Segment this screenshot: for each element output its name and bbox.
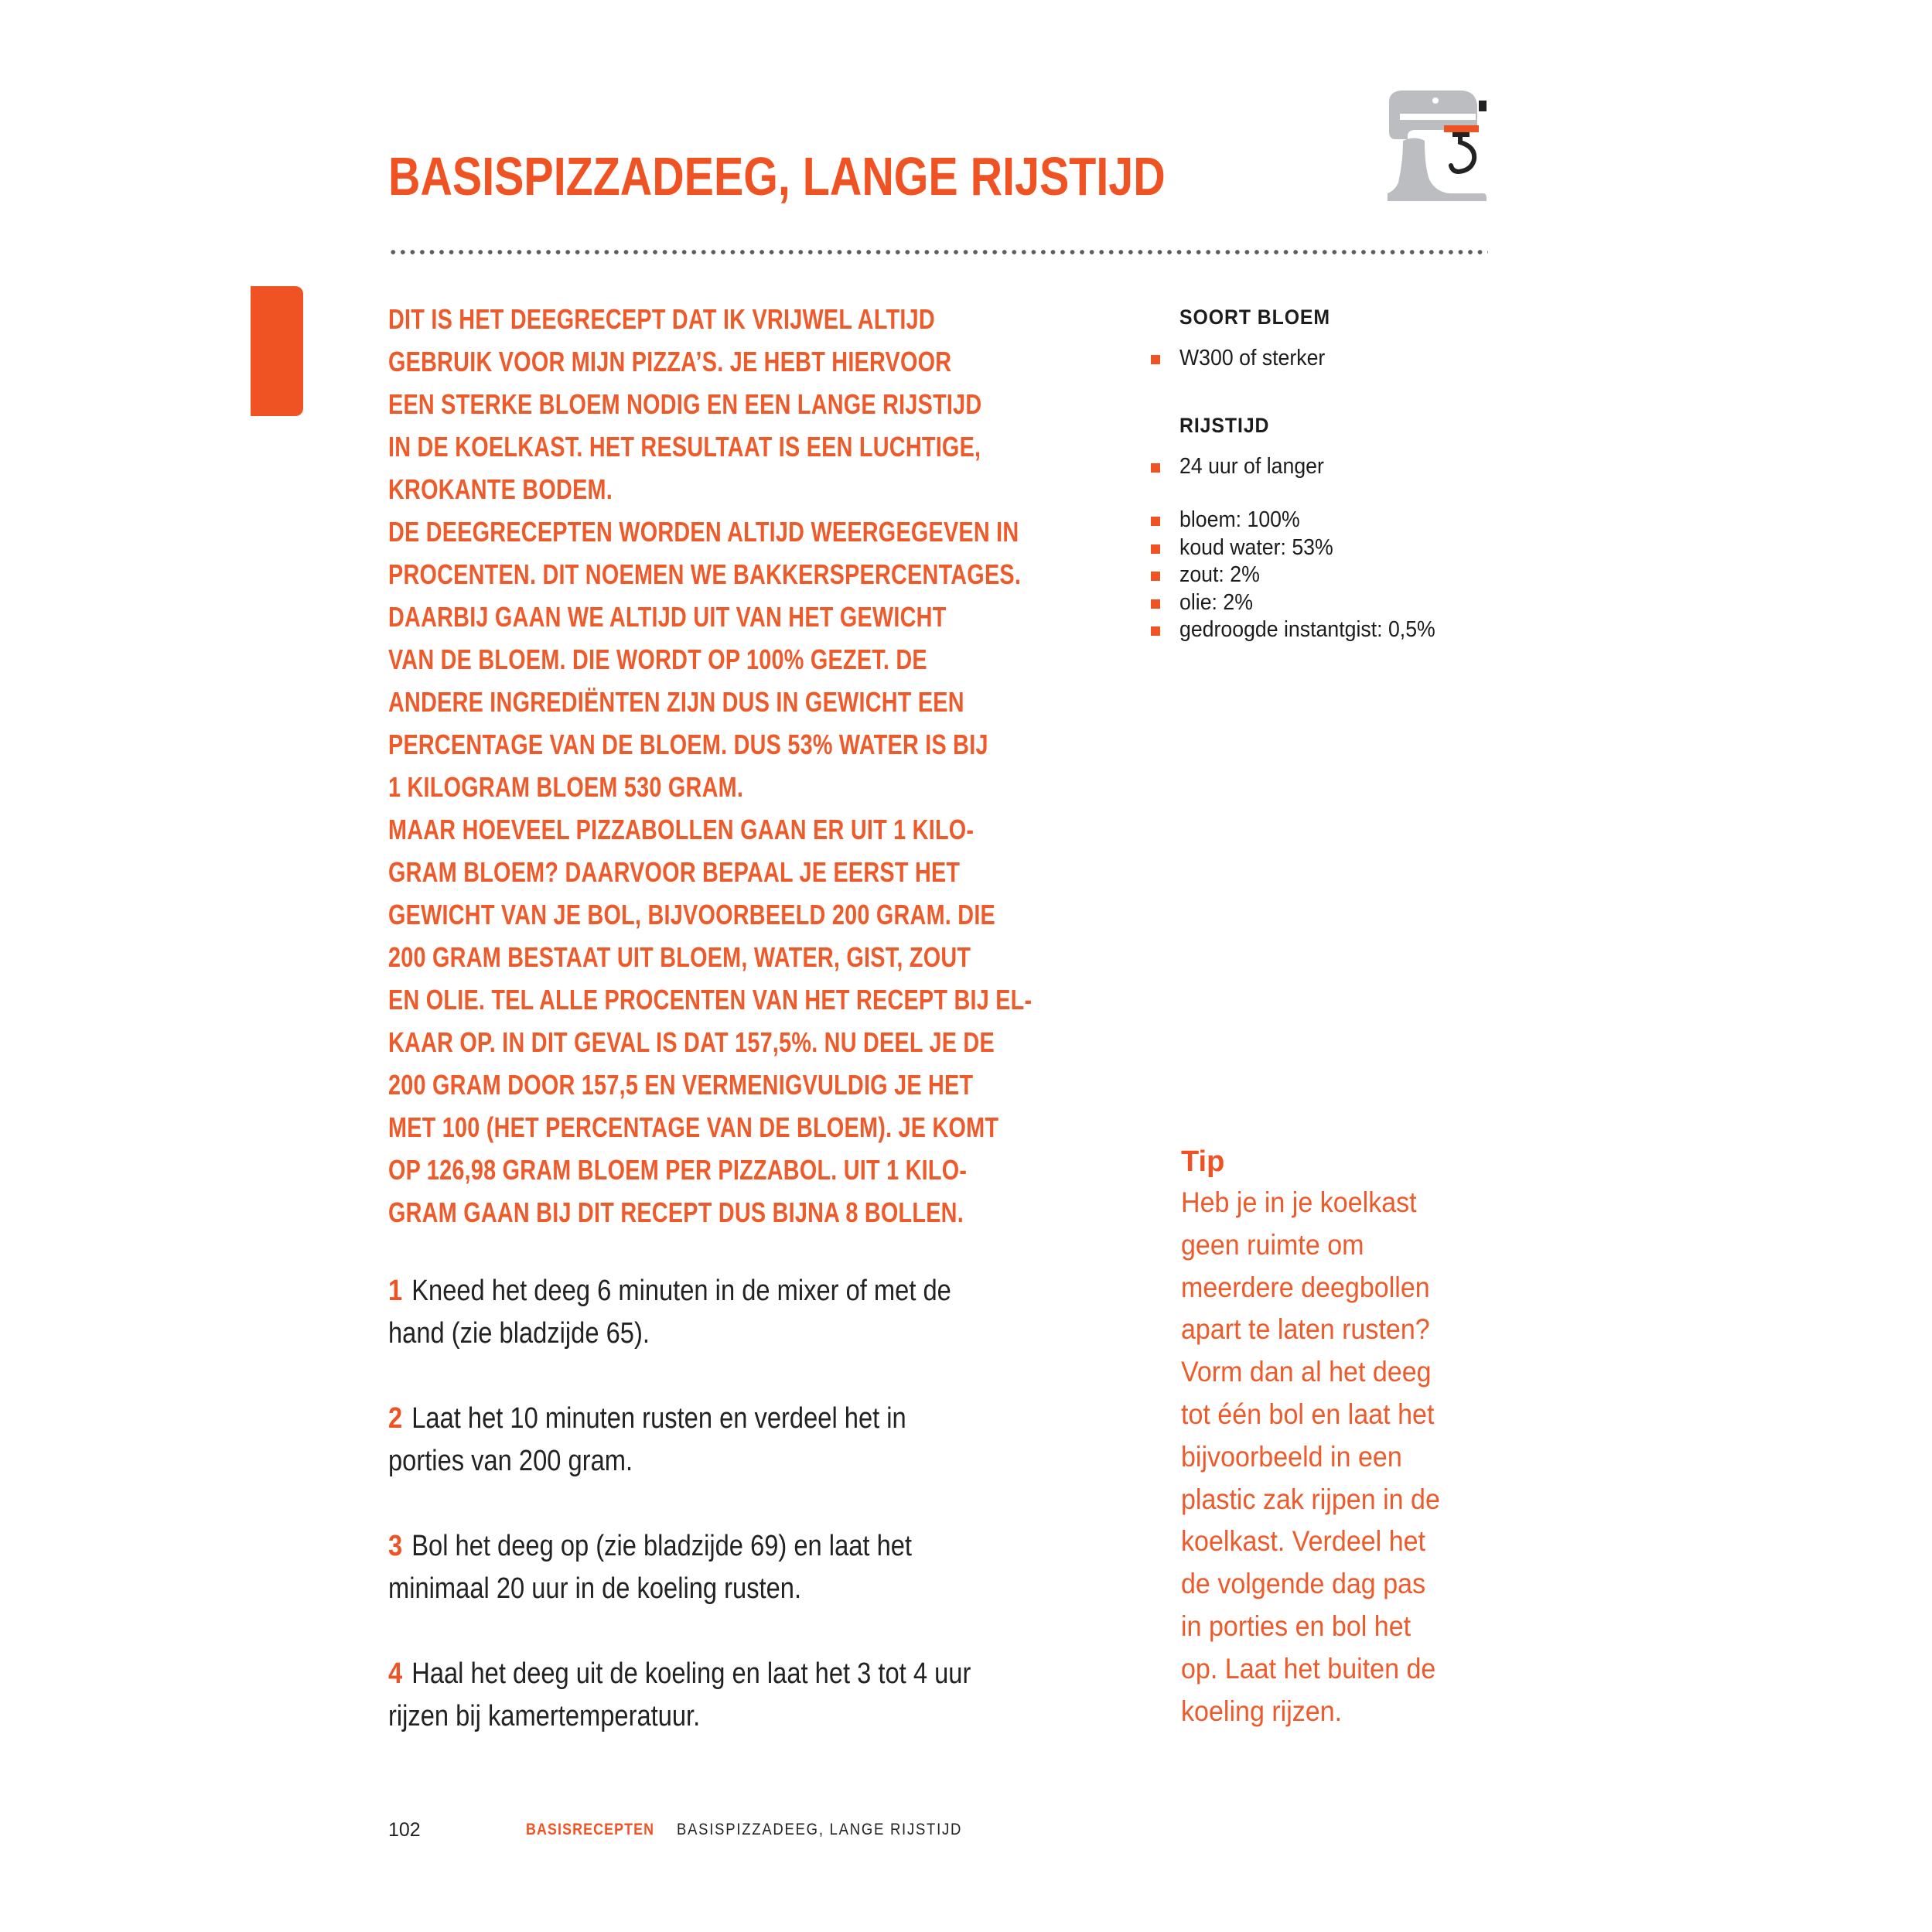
intro-line: VAN DE BLOEM. DIE WORDT OP 100% GEZET. DE bbox=[388, 643, 927, 675]
method-steps bbox=[388, 1270, 1123, 1780]
square-bullet-icon bbox=[1151, 517, 1160, 526]
intro-line: MAAR HOEVEEL PIZZABOLLEN GAAN ER UIT 1 KILO- bbox=[388, 814, 975, 845]
step-3 bbox=[388, 1525, 1123, 1610]
tip-line: Vorm dan al het deeg bbox=[1181, 1356, 1432, 1388]
tip-title: Tip bbox=[1181, 1145, 1225, 1178]
step-text: Laat het 10 minuten rusten en verdeel het in bbox=[411, 1402, 906, 1435]
square-bullet-icon bbox=[1151, 626, 1160, 636]
intro-line: OP 126,98 GRAM BLOEM PER PIZZABOL. UIT 1 KILO- bbox=[388, 1154, 968, 1186]
rise-time-label: RIJSTIJD bbox=[1179, 413, 1270, 437]
page-title: BASISPIZZADEEG, LANGE RIJSTIJD bbox=[388, 146, 1166, 207]
intro-line: KROKANTE BODEM. bbox=[388, 473, 613, 505]
intro-line: 200 GRAM BESTAAT UIT BLOEM, WATER, GIST, ZOUT bbox=[388, 941, 971, 973]
intro-line: GEWICHT VAN JE BOL, BIJVOORBEELD 200 GRAM. DIE bbox=[388, 899, 996, 930]
step-text: rijzen bij kamertemperatuur. bbox=[388, 1700, 701, 1732]
ingredient-item: zout: 2% bbox=[1151, 562, 1522, 589]
tip-line: in porties en bol het bbox=[1181, 1609, 1411, 1642]
intro-line: GRAM GAAN BIJ DIT RECEPT DUS BIJNA 8 BOLLEN. bbox=[388, 1196, 964, 1228]
step-text: Kneed het deeg 6 minuten in de mixer of met de bbox=[411, 1275, 951, 1307]
page-number: 102 bbox=[388, 1819, 421, 1841]
step-number: 4 bbox=[388, 1657, 403, 1690]
square-bullet-icon bbox=[1151, 355, 1160, 364]
tip-line: meerdere deegbollen bbox=[1181, 1271, 1430, 1303]
step-text: minimaal 20 uur in de koeling rusten. bbox=[388, 1572, 802, 1605]
chapter-tab-marker bbox=[251, 286, 303, 416]
intro-line: KAAR OP. IN DIT GEVAL IS DAT 157,5%. NU DEEL JE DE bbox=[388, 1026, 995, 1058]
tip-box bbox=[1181, 1142, 1537, 1732]
intro-line: PROCENTEN. DIT NOEMEN WE BAKKERSPERCENTAGES. bbox=[388, 558, 1022, 590]
square-bullet-icon bbox=[1151, 544, 1160, 554]
tip-line: geen ruimte om bbox=[1181, 1228, 1364, 1261]
list-item: W300 of sterker bbox=[1151, 345, 1522, 373]
tip-line: apart te laten rusten? bbox=[1181, 1313, 1430, 1346]
rise-time-list bbox=[1151, 453, 1522, 481]
intro-line: GRAM BLOEM? DAARVOOR BEPAAL JE EERST HET bbox=[388, 856, 961, 888]
step-1 bbox=[388, 1270, 1123, 1355]
ingredient-item: olie: 2% bbox=[1151, 589, 1522, 617]
intro-line: 1 KILOGRAM BLOEM 530 GRAM. bbox=[388, 771, 744, 803]
intro-line: ANDERE INGREDIËNTEN ZIJN DUS IN GEWICHT EEN bbox=[388, 686, 964, 718]
intro-line: PERCENTAGE VAN DE BLOEM. DUS 53% WATER IS BIJ bbox=[388, 729, 988, 760]
step-text: hand (zie bladzijde 65). bbox=[388, 1317, 650, 1350]
square-bullet-icon bbox=[1151, 599, 1160, 609]
step-text: porties van 200 gram. bbox=[388, 1445, 633, 1477]
tip-line: tot één bol en laat het bbox=[1181, 1398, 1435, 1430]
tip-line: op. Laat het buiten de bbox=[1181, 1652, 1436, 1685]
recipe-sidebar bbox=[1151, 302, 1522, 644]
footer-section: BASISRECEPTEN bbox=[526, 1821, 655, 1838]
ingredient-item: gedroogde instantgist: 0,5% bbox=[1151, 616, 1522, 644]
list-item: 24 uur of langer bbox=[1151, 453, 1522, 481]
ingredient-item: koud water: 53% bbox=[1151, 534, 1522, 562]
tip-line: koelkast. Verdeel het bbox=[1181, 1525, 1426, 1558]
step-number: 3 bbox=[388, 1530, 403, 1562]
intro-line: MET 100 (HET PERCENTAGE VAN DE BLOEM). JE KOMT bbox=[388, 1111, 999, 1143]
step-4 bbox=[388, 1653, 1123, 1738]
tip-line: plastic zak rijpen in de bbox=[1181, 1483, 1440, 1515]
intro-line: DIT IS HET DEEGRECEPT DAT IK VRIJWEL ALTIJD bbox=[388, 303, 935, 335]
tip-line: koeling rijzen. bbox=[1181, 1695, 1343, 1727]
stand-mixer-icon bbox=[1384, 85, 1500, 209]
tip-line: Heb je in je koelkast bbox=[1181, 1186, 1417, 1218]
step-number: 2 bbox=[388, 1402, 403, 1435]
intro-line: 200 GRAM DOOR 157,5 EN VERMENIGVULDIG JE HET bbox=[388, 1069, 974, 1101]
tip-line: de volgende dag pas bbox=[1181, 1568, 1426, 1600]
intro-line: EN OLIE. TEL ALLE PROCENTEN VAN HET RECEPT BIJ EL- bbox=[388, 984, 1033, 1015]
intro-line: DE DEEGRECEPTEN WORDEN ALTIJD WEERGEGEVEN IN bbox=[388, 516, 1019, 548]
square-bullet-icon bbox=[1151, 572, 1160, 581]
step-number: 1 bbox=[388, 1275, 403, 1307]
step-2 bbox=[388, 1398, 1123, 1483]
square-bullet-icon bbox=[1151, 463, 1160, 473]
intro-line: IN DE KOELKAST. HET RESULTAAT IS EEN LUCHTIGE, bbox=[388, 431, 981, 463]
flour-type-list bbox=[1151, 345, 1522, 373]
footer-chapter: BASISPIZZADEEG, LANGE RIJSTIJD bbox=[677, 1821, 963, 1838]
intro-line: DAARBIJ GAAN WE ALTIJD UIT VAN HET GEWICHT bbox=[388, 601, 947, 633]
intro-line: EEN STERKE BLOEM NODIG EN EEN LANGE RIJSTIJD bbox=[388, 388, 982, 420]
intro-line: GEBRUIK VOOR MIJN PIZZA’S. JE HEBT HIERVOOR bbox=[388, 346, 952, 377]
step-text: Haal het deeg uit de koeling en laat het 3 tot 4 uur bbox=[411, 1657, 971, 1690]
tip-line: bijvoorbeeld in een bbox=[1181, 1440, 1402, 1473]
ingredient-list bbox=[1151, 507, 1522, 644]
step-text: Bol het deeg op (zie bladzijde 69) en laat het bbox=[411, 1530, 913, 1562]
flour-type-label: SOORT BLOEM bbox=[1179, 306, 1331, 329]
intro-text bbox=[388, 298, 1162, 1234]
dotted-divider bbox=[388, 250, 1488, 254]
ingredient-item: bloem: 100% bbox=[1151, 507, 1522, 534]
